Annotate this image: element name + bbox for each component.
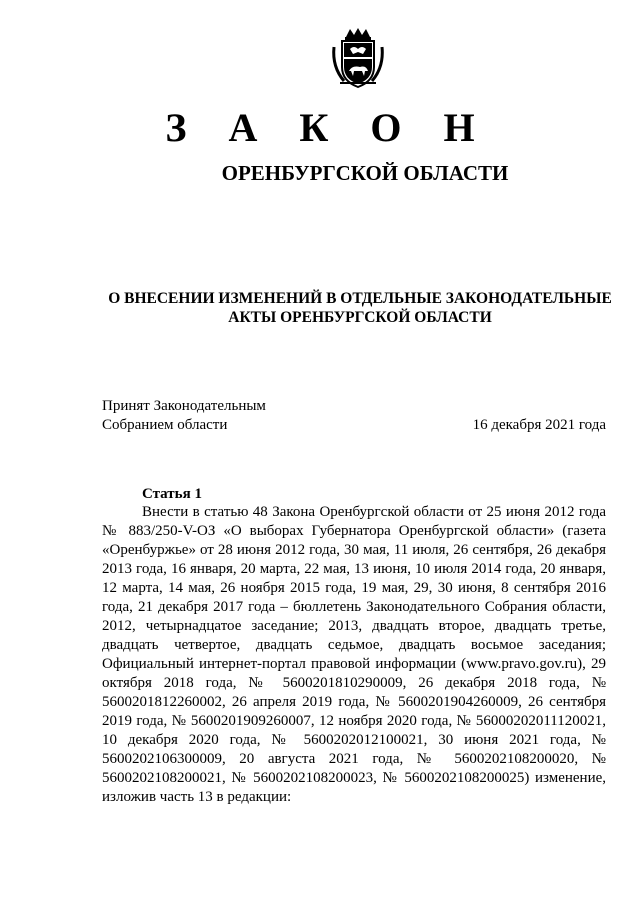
article-1-heading: Статья 1 xyxy=(142,486,202,502)
oren-coat-of-arms-icon xyxy=(330,27,386,89)
adoption-line-1: Принят Законодательным xyxy=(102,398,266,414)
adoption-date: 16 декабря 2021 года xyxy=(472,417,606,433)
law-region: ОРЕНБУРГСКОЙ ОБЛАСТИ xyxy=(221,161,509,185)
adoption-line-2: Собранием области xyxy=(102,417,228,433)
law-subject xyxy=(100,289,620,327)
law-title: З А К О Н xyxy=(165,105,491,150)
adoption-body xyxy=(102,397,362,435)
law-subject-line-2: АКТЫ ОРЕНБУРГСКОЙ ОБЛАСТИ xyxy=(228,309,492,326)
law-subject-line-1: О ВНЕСЕНИИ ИЗМЕНЕНИЙ В ОТДЕЛЬНЫЕ ЗАКОНОДАТЕЛЬНЫЕ xyxy=(108,290,612,307)
article-1-text: Внести в статью 48 Закона Оренбургской области от 25 июня 2012 года № 883/250-V-ОЗ «О выборах Губернатора Оренбургской области» (газета «Оренбуржье» от 28 июня 2012 года, 30 мая, 11 июля, 26 сентября, 26 декабря 2013 года, 16 января, 20 марта, 22 мая, 13 июня, 10 июля 2014 года, 20 января, 12 марта, 14 мая, 26 ноября 2015 года, 19 мая, 29, 30 июня, 8 сентября 2016 года, 21 декабря 2017 года – бюллетень Законодательного Собрания области, 2012, четырнадцатое заседание; 2013, двадцать второе, двадцать третье, двадцать четвертое, двадцать седьмое, двадцать восьмое заседания; Официальный интернет-портал правовой информации (www.pravo.gov.ru), 29 октября 2018 года, № 5600201810290009, 26 декабря 2018 года, № 5600201812260002, 26 апреля 2019 года, № 5600201904260009, 26 сентября 2019 года, № 5600201909260007, 12 ноября 2020 года, № 56000202011120021, 10 декабря 2020 года, № 5600202012100021, 30 июня 2021 года, № 5600202106300009, 20 августа 2021 года, № 5600202108200020, № 5600202108200021, № 5600202108200023, № 5600202108200025) изменение, изложив часть 13 в редакции: xyxy=(102,504,606,805)
